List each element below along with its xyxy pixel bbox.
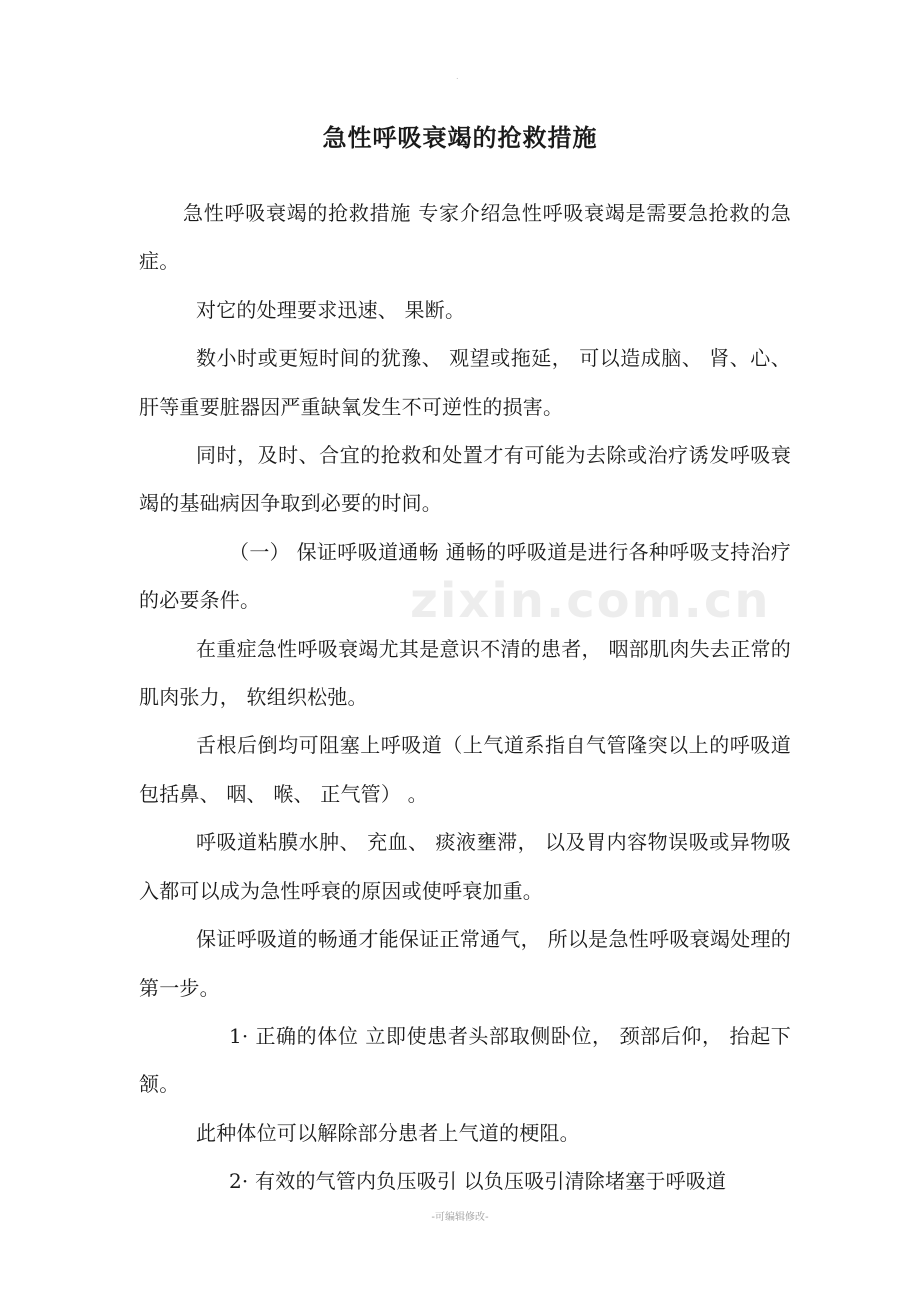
paragraph: 保证呼吸道的畅通才能保证正常通气， 所以是急性呼吸衰竭处理的第一步。 [139,927,791,1000]
paragraph: 同时，及时、合宜的抢救和处置才有可能为去除或治疗诱发呼吸衰竭的基础病因争取到必要的时间。 [139,443,791,516]
page-footer: -可编辑修改- [431,1212,489,1223]
paragraph: 舌根后倒均可阻塞上呼吸道（上气道系指自气管隆突以上的呼吸道包括鼻、 咽、 喉、 正气管） 。 [139,733,791,806]
paragraph: 呼吸道粘膜水肿、 充血、 痰液壅滞， 以及胃内容物误吸或异物吸入都可以成为急性呼衰的原因或使呼衰加重。 [139,830,791,903]
header-dot: . [456,72,459,81]
document-body [139,189,791,1206]
paragraph: 数小时或更短时间的犹豫、 观望或拖延， 可以造成脑、 肾、心、 肝等重要脏器因严重缺氧发生不可逆性的损害。 [139,346,791,419]
numbered-paragraph: 1· 正确的体位 立即使患者头部取侧卧位， 颈部后仰， 抬起下颔。 [139,1023,791,1097]
section-heading-paragraph: （一） 保证呼吸道通畅 通畅的呼吸道是进行各种呼吸支持治疗的必要条件。 [139,539,791,613]
paragraph: 对它的处理要求迅速、 果断。 [196,297,466,322]
paragraph: 急性呼吸衰竭的抢救措施 专家介绍急性呼吸衰竭是需要急抢救的急症。 [139,201,791,274]
document-title: 急性呼吸衰竭的抢救措施 [322,123,598,152]
paragraph: 在重症急性呼吸衰竭尤其是意识不清的患者， 咽部肌肉失去正常的肌肉张力， 软组织松弛。 [139,636,791,710]
paragraph: 此种体位可以解除部分患者上气道的梗阻。 [196,1120,580,1145]
numbered-paragraph: 2· 有效的气管内负压吸引 以负压吸引清除堵塞于呼吸道 [229,1169,727,1194]
watermark: zixin.com.cn [410,573,771,629]
